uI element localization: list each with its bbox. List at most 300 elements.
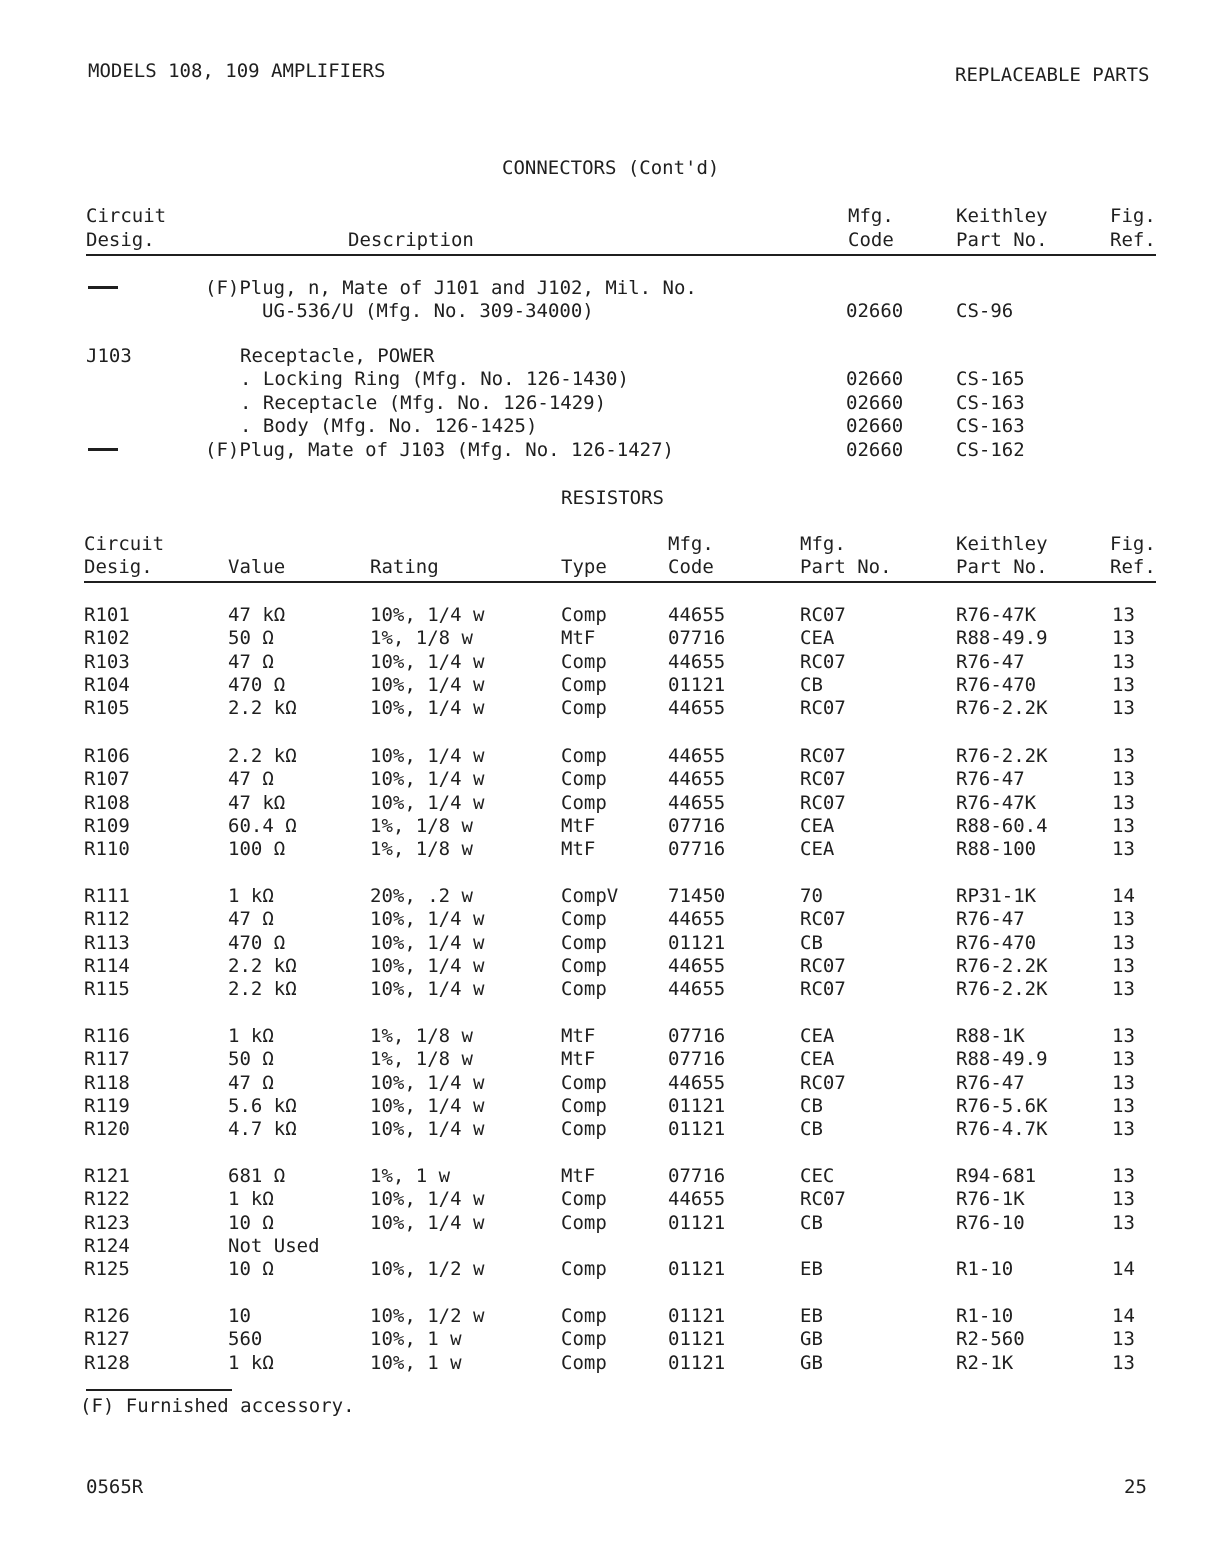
mfg-code-cell: 71450 — [668, 885, 726, 907]
page-number: 25 — [1124, 1476, 1147, 1498]
value-cell: 10 Ω — [228, 1258, 274, 1281]
value-cell: 470 Ω — [228, 931, 286, 954]
mfg-code-cell: 07716 — [668, 814, 726, 837]
description-cell: . Locking Ring (Mfg. No. 126-1430) — [240, 368, 629, 390]
keithley-part-cell: CS-96 — [956, 300, 1014, 322]
fig-ref-cell: 13 — [1112, 697, 1135, 720]
circuit-desig-cell: R124 — [84, 1234, 130, 1257]
mfg-part-cell: CB — [800, 1094, 823, 1117]
circuit-desig-cell: R120 — [84, 1118, 130, 1141]
table-row — [0, 1188, 1221, 1211]
type-cell: MtF — [561, 1025, 596, 1047]
type-cell: MtF — [561, 1048, 596, 1071]
circuit-desig-cell: R122 — [84, 1188, 130, 1211]
circuit-desig-cell: R126 — [84, 1305, 130, 1327]
keithley-part-cell: R76-2.2K — [956, 954, 1048, 977]
description-cell: . Body (Mfg. No. 126-1425) — [240, 415, 538, 437]
value-cell: 50 Ω — [228, 1048, 274, 1071]
table-row — [0, 1165, 1221, 1188]
table-row — [0, 978, 1221, 1001]
table-row — [0, 1328, 1221, 1351]
value-cell: 10 — [228, 1305, 251, 1327]
description-cell: (F)Plug, n, Mate of J101 and J102, Mil. No. — [205, 277, 697, 299]
resistors-section-title: RESISTORS — [561, 487, 664, 509]
mfg-part-cell: RC07 — [800, 908, 846, 931]
table-row — [0, 1258, 1221, 1281]
mfg-code-cell: 44655 — [668, 791, 726, 814]
mfg-part-cell: CB — [800, 1118, 823, 1141]
mfg-code-cell: 01121 — [668, 1305, 726, 1327]
keithley-part-cell: CS-163 — [956, 392, 1025, 414]
keithley-part-cell: CS-165 — [956, 368, 1025, 390]
col-header-fig: Fig. — [1110, 533, 1156, 555]
keithley-part-cell: R76-47K — [956, 604, 1037, 626]
rating-cell: 10%, 1/4 w — [370, 1094, 485, 1117]
fig-ref-cell: 13 — [1112, 1188, 1135, 1211]
value-cell: 5.6 kΩ — [228, 1094, 297, 1117]
table-row — [0, 1072, 1221, 1095]
keithley-part-cell: R2-1K — [956, 1351, 1014, 1374]
rating-cell: 10%, 1/4 w — [370, 791, 485, 814]
fig-ref-cell: 13 — [1112, 768, 1135, 791]
mfg-code-cell: 44655 — [668, 908, 726, 931]
type-cell: Comp — [561, 908, 607, 931]
col-header-rating: Rating — [370, 556, 439, 578]
mfg-code-cell: 01121 — [668, 1328, 726, 1351]
col-header-mfg-part: Mfg. — [800, 533, 846, 555]
type-cell: Comp — [561, 1351, 607, 1374]
keithley-part-cell: CS-162 — [956, 439, 1025, 461]
rating-cell: 10%, 1/4 w — [370, 673, 485, 696]
footnote-rule — [86, 1389, 232, 1391]
resistors-header-rule — [84, 581, 1156, 583]
rating-cell: 10%, 1/4 w — [370, 1118, 485, 1141]
mfg-part-cell: CEA — [800, 627, 835, 650]
type-cell: Comp — [561, 1118, 607, 1141]
value-cell: 1 kΩ — [228, 1351, 274, 1374]
mfg-part-cell: CEC — [800, 1165, 835, 1187]
col-header-description: Description — [348, 229, 474, 251]
rating-cell: 10%, 1/4 w — [370, 1188, 485, 1211]
circuit-desig-cell: J103 — [86, 345, 132, 367]
fig-ref-cell: 13 — [1112, 791, 1135, 814]
mfg-code-cell: 01121 — [668, 931, 726, 954]
table-row — [0, 1235, 1221, 1258]
mfg-part-cell: RC07 — [800, 1188, 846, 1211]
fig-ref-cell: 13 — [1112, 978, 1135, 1001]
circuit-desig-cell: R103 — [84, 650, 130, 673]
mfg-code-cell: 07716 — [668, 627, 726, 650]
mfg-code-cell: 44655 — [668, 1188, 726, 1211]
rating-cell: 10%, 1/4 w — [370, 1071, 485, 1094]
col-header-part-no: Part No. — [956, 229, 1048, 251]
table-row — [0, 838, 1221, 861]
type-cell: Comp — [561, 673, 607, 696]
keithley-part-cell: R1-10 — [956, 1258, 1014, 1281]
circuit-desig-cell: R101 — [84, 604, 130, 626]
circuit-desig-cell: R112 — [84, 908, 130, 931]
keithley-part-cell: R76-2.2K — [956, 978, 1048, 1001]
table-row — [0, 627, 1221, 650]
mfg-part-cell: CEA — [800, 814, 835, 837]
table-row — [0, 651, 1221, 674]
rating-cell: 10%, 1/4 w — [370, 604, 485, 626]
type-cell: CompV — [561, 885, 619, 907]
keithley-part-cell: R88-100 — [956, 838, 1037, 861]
value-cell: 47 Ω — [228, 1071, 274, 1094]
keithley-part-cell: R88-49.9 — [956, 627, 1048, 650]
circuit-desig-cell: R113 — [84, 931, 130, 954]
type-cell: MtF — [561, 838, 596, 861]
mfg-code-cell: 44655 — [668, 697, 726, 720]
keithley-part-cell: R76-10 — [956, 1211, 1025, 1234]
fig-ref-cell: 14 — [1112, 885, 1135, 907]
fig-ref-cell: 13 — [1112, 604, 1135, 626]
value-cell: 2.2 kΩ — [228, 978, 297, 1001]
mfg-code-cell: 01121 — [668, 673, 726, 696]
circuit-desig-cell: R114 — [84, 954, 130, 977]
fig-ref-cell: 13 — [1112, 745, 1135, 767]
type-cell: Comp — [561, 745, 607, 767]
table-row — [0, 768, 1221, 791]
mfg-part-cell: CB — [800, 931, 823, 954]
table-row — [0, 932, 1221, 955]
circuit-desig-cell: R109 — [84, 814, 130, 837]
col-header-circuit: Circuit — [86, 205, 167, 227]
keithley-part-cell: R76-47 — [956, 1071, 1025, 1094]
dash-mark — [88, 448, 118, 451]
value-cell: 47 Ω — [228, 768, 274, 791]
col-header-mfg-part-no: Part No. — [800, 556, 892, 578]
type-cell: Comp — [561, 604, 607, 626]
fig-ref-cell: 13 — [1112, 838, 1135, 861]
rating-cell: 20%, .2 w — [370, 885, 473, 907]
value-cell: 470 Ω — [228, 673, 286, 696]
fig-ref-cell: 13 — [1112, 908, 1135, 931]
table-row — [0, 415, 1221, 438]
footnote: (F) Furnished accessory. — [80, 1395, 355, 1417]
keithley-part-cell: R76-2.2K — [956, 697, 1048, 720]
keithley-part-cell: R94-681 — [956, 1165, 1037, 1187]
mfg-code-cell: 44655 — [668, 650, 726, 673]
mfg-part-cell: 70 — [800, 885, 823, 907]
mfg-part-cell: RC07 — [800, 650, 846, 673]
table-row — [0, 604, 1221, 627]
rating-cell: 10%, 1/4 w — [370, 697, 485, 720]
description-cell: . Receptacle (Mfg. No. 126-1429) — [240, 392, 607, 414]
table-row — [0, 674, 1221, 697]
description-cell: (F)Plug, Mate of J103 (Mfg. No. 126-1427) — [205, 439, 674, 461]
mfg-code-cell: 02660 — [846, 368, 904, 390]
type-cell: Comp — [561, 978, 607, 1001]
fig-ref-cell: 13 — [1112, 1025, 1135, 1047]
fig-ref-cell: 13 — [1112, 1351, 1135, 1374]
table-row — [0, 697, 1221, 720]
keithley-part-cell: R76-5.6K — [956, 1094, 1048, 1117]
circuit-desig-cell: R128 — [84, 1351, 130, 1374]
circuit-desig-cell: R107 — [84, 768, 130, 791]
rating-cell: 10%, 1/2 w — [370, 1305, 485, 1327]
keithley-part-cell: R76-1K — [956, 1188, 1025, 1211]
mfg-code-cell: 44655 — [668, 604, 726, 626]
value-cell: 47 kΩ — [228, 791, 286, 814]
table-row — [0, 955, 1221, 978]
col-header-keithley: Keithley — [956, 533, 1048, 555]
value-cell: 47 kΩ — [228, 604, 286, 626]
table-row — [0, 1095, 1221, 1118]
mfg-part-cell: RC07 — [800, 1071, 846, 1094]
value-cell: 47 Ω — [228, 650, 274, 673]
connectors-header-rule — [86, 254, 1156, 256]
table-row — [0, 1212, 1221, 1235]
keithley-part-cell: R76-47 — [956, 650, 1025, 673]
col-header-code: Code — [668, 556, 714, 578]
table-row — [0, 1025, 1221, 1048]
mfg-part-cell: CB — [800, 673, 823, 696]
fig-ref-cell: 13 — [1112, 814, 1135, 837]
col-header-mfg: Mfg. — [668, 533, 714, 555]
type-cell: Comp — [561, 1211, 607, 1234]
description-cell: Receptacle, POWER — [240, 345, 435, 367]
mfg-code-cell: 02660 — [846, 439, 904, 461]
table-row — [0, 300, 1221, 323]
mfg-part-cell: CEA — [800, 838, 835, 861]
mfg-code-cell: 07716 — [668, 838, 726, 861]
circuit-desig-cell: R104 — [84, 673, 130, 696]
fig-ref-cell: 13 — [1112, 1071, 1135, 1094]
type-cell: MtF — [561, 1165, 596, 1187]
circuit-desig-cell: R115 — [84, 978, 130, 1001]
circuit-desig-cell: R125 — [84, 1258, 130, 1281]
mfg-code-cell: 44655 — [668, 745, 726, 767]
mfg-code-cell: 01121 — [668, 1211, 726, 1234]
type-cell: Comp — [561, 697, 607, 720]
type-cell: Comp — [561, 1094, 607, 1117]
value-cell: 1 kΩ — [228, 885, 274, 907]
col-header-ref: Ref. — [1110, 229, 1156, 251]
rating-cell: 10%, 1/4 w — [370, 908, 485, 931]
table-row — [0, 368, 1221, 391]
mfg-code-cell: 01121 — [668, 1094, 726, 1117]
table-row — [0, 392, 1221, 415]
keithley-part-cell: R1-10 — [956, 1305, 1014, 1327]
table-row — [0, 745, 1221, 768]
page-header-right: REPLACEABLE PARTS — [955, 64, 1150, 86]
value-cell: 50 Ω — [228, 627, 274, 650]
type-cell: Comp — [561, 931, 607, 954]
type-cell: Comp — [561, 1071, 607, 1094]
table-row — [0, 908, 1221, 931]
keithley-part-cell: R88-1K — [956, 1025, 1025, 1047]
circuit-desig-cell: R123 — [84, 1211, 130, 1234]
table-row — [0, 1118, 1221, 1141]
rating-cell: 1%, 1/8 w — [370, 1048, 473, 1071]
keithley-part-cell: R76-47 — [956, 768, 1025, 791]
type-cell: Comp — [561, 1188, 607, 1211]
type-cell: MtF — [561, 814, 596, 837]
value-cell: 4.7 kΩ — [228, 1118, 297, 1141]
fig-ref-cell: 13 — [1112, 1165, 1135, 1187]
mfg-code-cell: 07716 — [668, 1025, 726, 1047]
mfg-code-cell: 01121 — [668, 1118, 726, 1141]
mfg-code-cell: 01121 — [668, 1258, 726, 1281]
circuit-desig-cell: R106 — [84, 745, 130, 767]
rating-cell: 10%, 1/4 w — [370, 650, 485, 673]
rating-cell: 10%, 1/2 w — [370, 1258, 485, 1281]
type-cell: Comp — [561, 768, 607, 791]
col-header-value: Value — [228, 556, 286, 578]
rating-cell: 1%, 1 w — [370, 1165, 451, 1187]
mfg-part-cell: CB — [800, 1211, 823, 1234]
rating-cell: 10%, 1 w — [370, 1328, 462, 1351]
table-row — [0, 277, 1221, 300]
type-cell: Comp — [561, 1305, 607, 1327]
mfg-part-cell: RC07 — [800, 954, 846, 977]
keithley-part-cell: CS-163 — [956, 415, 1025, 437]
mfg-part-cell: RC07 — [800, 604, 846, 626]
mfg-code-cell: 44655 — [668, 978, 726, 1001]
table-row — [0, 815, 1221, 838]
circuit-desig-cell: R102 — [84, 627, 130, 650]
mfg-part-cell: EB — [800, 1258, 823, 1281]
page-header-left: MODELS 108, 109 AMPLIFIERS — [88, 60, 386, 82]
circuit-desig-cell: R110 — [84, 838, 130, 861]
mfg-code-cell: 07716 — [668, 1165, 726, 1187]
table-row — [0, 792, 1221, 815]
fig-ref-cell: 14 — [1112, 1305, 1135, 1327]
mfg-part-cell: RC07 — [800, 745, 846, 767]
col-header-fig: Fig. — [1110, 205, 1156, 227]
type-cell: Comp — [561, 650, 607, 673]
value-cell: Not Used — [228, 1234, 320, 1257]
keithley-part-cell: R76-4.7K — [956, 1118, 1048, 1141]
value-cell: 2.2 kΩ — [228, 697, 297, 720]
keithley-part-cell: R76-47 — [956, 908, 1025, 931]
fig-ref-cell: 13 — [1112, 1118, 1135, 1141]
col-header-keithley: Keithley — [956, 205, 1048, 227]
col-header-ref: Ref. — [1110, 556, 1156, 578]
type-cell: Comp — [561, 954, 607, 977]
table-row — [0, 345, 1221, 368]
table-row — [0, 1305, 1221, 1328]
circuit-desig-cell: R119 — [84, 1094, 130, 1117]
circuit-desig-cell: R105 — [84, 697, 130, 720]
fig-ref-cell: 13 — [1112, 954, 1135, 977]
rating-cell: 10%, 1/4 w — [370, 745, 485, 767]
mfg-code-cell: 01121 — [668, 1351, 726, 1374]
fig-ref-cell: 13 — [1112, 1094, 1135, 1117]
keithley-part-cell: R76-470 — [956, 931, 1037, 954]
col-header-keithley-part-no: Part No. — [956, 556, 1048, 578]
value-cell: 10 Ω — [228, 1211, 274, 1234]
dash-mark — [88, 286, 118, 289]
table-row — [0, 1048, 1221, 1071]
rating-cell: 10%, 1/4 w — [370, 931, 485, 954]
rating-cell: 1%, 1/8 w — [370, 838, 473, 861]
col-header-type: Type — [561, 556, 607, 578]
mfg-code-cell: 02660 — [846, 300, 904, 322]
keithley-part-cell: RP31-1K — [956, 885, 1037, 907]
rating-cell: 1%, 1/8 w — [370, 814, 473, 837]
mfg-part-cell: RC07 — [800, 697, 846, 720]
page-footer-code: 0565R — [86, 1476, 144, 1498]
mfg-part-cell: RC07 — [800, 791, 846, 814]
fig-ref-cell: 13 — [1112, 1211, 1135, 1234]
keithley-part-cell: R76-2.2K — [956, 745, 1048, 767]
circuit-desig-cell: R118 — [84, 1071, 130, 1094]
mfg-part-cell: GB — [800, 1328, 823, 1351]
value-cell: 560 — [228, 1328, 263, 1351]
value-cell: 1 kΩ — [228, 1025, 274, 1047]
mfg-code-cell: 44655 — [668, 768, 726, 791]
mfg-part-cell: GB — [800, 1351, 823, 1374]
col-header-mfg: Mfg. — [848, 205, 894, 227]
type-cell: Comp — [561, 791, 607, 814]
type-cell: MtF — [561, 627, 596, 650]
rating-cell: 10%, 1/4 w — [370, 768, 485, 791]
keithley-part-cell: R76-470 — [956, 673, 1037, 696]
keithley-part-cell: R76-47K — [956, 791, 1037, 814]
circuit-desig-cell: R127 — [84, 1328, 130, 1351]
keithley-part-cell: R88-49.9 — [956, 1048, 1048, 1071]
fig-ref-cell: 13 — [1112, 627, 1135, 650]
circuit-desig-cell: R121 — [84, 1165, 130, 1187]
table-row — [0, 439, 1221, 462]
rating-cell: 1%, 1/8 w — [370, 1025, 473, 1047]
circuit-desig-cell: R108 — [84, 791, 130, 814]
mfg-code-cell: 02660 — [846, 415, 904, 437]
value-cell: 100 Ω — [228, 838, 286, 861]
fig-ref-cell: 13 — [1112, 931, 1135, 954]
col-header-circuit: Circuit — [84, 533, 165, 555]
mfg-code-cell: 44655 — [668, 954, 726, 977]
fig-ref-cell: 13 — [1112, 673, 1135, 696]
mfg-part-cell: RC07 — [800, 978, 846, 1001]
value-cell: 47 Ω — [228, 908, 274, 931]
rating-cell: 10%, 1/4 w — [370, 978, 485, 1001]
rating-cell: 1%, 1/8 w — [370, 627, 473, 650]
circuit-desig-cell: R117 — [84, 1048, 130, 1071]
mfg-part-cell: RC07 — [800, 768, 846, 791]
table-row — [0, 1352, 1221, 1375]
value-cell: 60.4 Ω — [228, 814, 297, 837]
col-header-code: Code — [848, 229, 894, 251]
mfg-part-cell: CEA — [800, 1048, 835, 1071]
rating-cell: 10%, 1/4 w — [370, 1211, 485, 1234]
circuit-desig-cell: R116 — [84, 1025, 130, 1047]
circuit-desig-cell: R111 — [84, 885, 130, 907]
description-cell: UG-536/U (Mfg. No. 309-34000) — [262, 300, 594, 322]
type-cell: Comp — [561, 1258, 607, 1281]
keithley-part-cell: R88-60.4 — [956, 814, 1048, 837]
fig-ref-cell: 13 — [1112, 650, 1135, 673]
mfg-part-cell: CEA — [800, 1025, 835, 1047]
connectors-section-title: CONNECTORS (Cont'd) — [502, 157, 720, 179]
mfg-code-cell: 44655 — [668, 1071, 726, 1094]
col-header-desig: Desig. — [84, 556, 153, 578]
rating-cell: 10%, 1/4 w — [370, 954, 485, 977]
type-cell: Comp — [561, 1328, 607, 1351]
value-cell: 2.2 kΩ — [228, 954, 297, 977]
table-row — [0, 885, 1221, 908]
fig-ref-cell: 13 — [1112, 1048, 1135, 1071]
keithley-part-cell: R2-560 — [956, 1328, 1025, 1351]
value-cell: 681 Ω — [228, 1165, 286, 1187]
value-cell: 2.2 kΩ — [228, 745, 297, 767]
fig-ref-cell: 13 — [1112, 1328, 1135, 1351]
rating-cell: 10%, 1 w — [370, 1351, 462, 1374]
col-header-desig: Desig. — [86, 229, 155, 251]
